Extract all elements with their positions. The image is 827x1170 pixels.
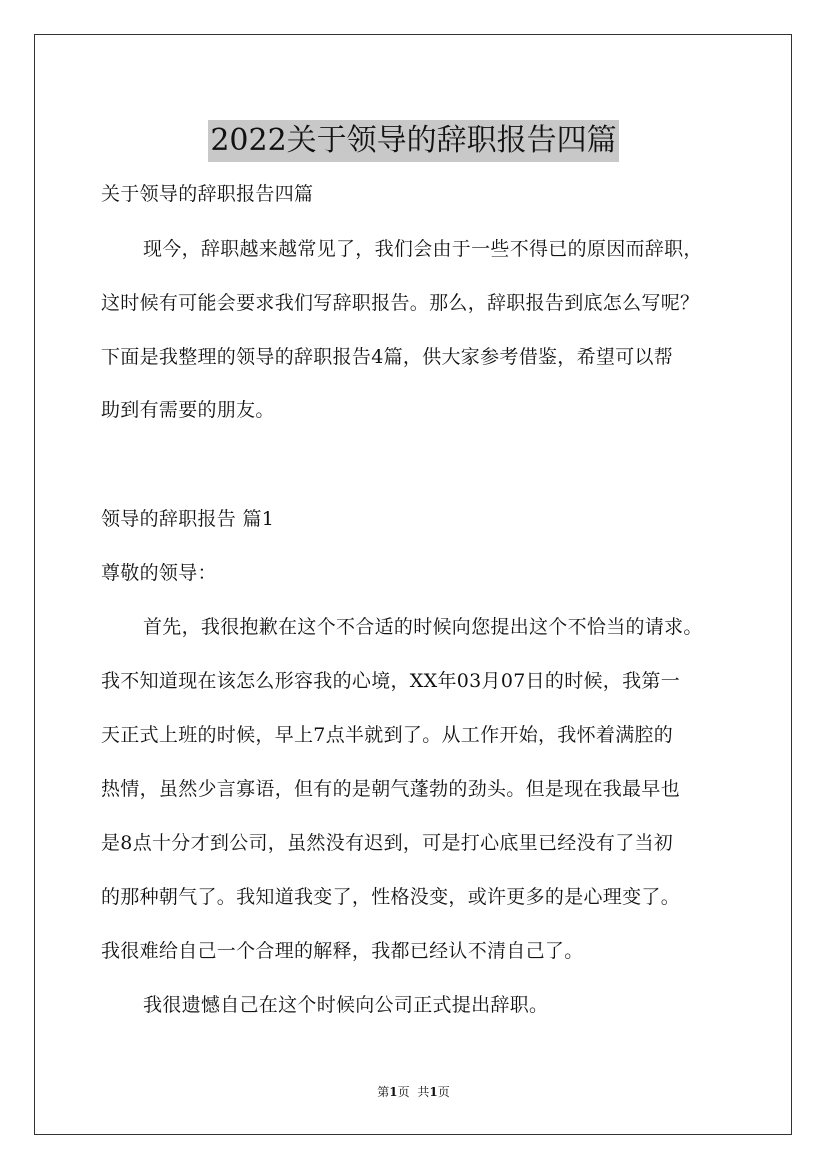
page-suffix: 页 (397, 1085, 410, 1099)
intro-line-4: 助到有需要的朋友。 (101, 399, 275, 421)
closing-line: 我很遗憾自己在这个时候向公司正式提出辞职。 (143, 994, 549, 1016)
total-prefix: 共 (417, 1085, 430, 1099)
body-line-4: 热情，虽然少言寡语，但有的是朝气蓬勃的劲头。但是现在我最早也 (101, 778, 681, 800)
intro-line-3: 下面是我整理的领导的辞职报告4篇，供大家参考借鉴，希望可以帮 (101, 346, 674, 368)
document-title: 2022关于领导的辞职报告四篇 (208, 120, 618, 162)
total-suffix: 页 (437, 1085, 450, 1099)
body-line-1: 首先，我很抱歉在这个不合适的时候向您提出这个不恰当的请求。 (143, 616, 703, 638)
page-prefix: 第 (377, 1085, 390, 1099)
body-line-3: 天正式上班的时候，早上7点半就到了。从工作开始，我怀着满腔的 (101, 724, 674, 746)
title-container (0, 100, 827, 182)
total-number: 1 (429, 1085, 438, 1099)
body-line-2: 我不知道现在该怎么形容我的心境，XX年03月07日的时候，我第一 (101, 670, 681, 692)
intro-line-2: 这时候有可能会要求我们写辞职报告。那么，辞职报告到底怎么写呢？ (101, 292, 700, 314)
page-number: 1 (389, 1085, 398, 1099)
intro-line-1: 现今，辞职越来越常见了，我们会由于一些不得已的原因而辞职， (143, 238, 703, 260)
body-line-6: 的那种朝气了。我知道我变了，性格没变，或许更多的是心理变了。 (101, 886, 681, 908)
body-line-5: 是8点十分才到公司，虽然没有迟到，可是打心底里已经没有了当初 (101, 832, 674, 854)
page-footer (0, 1084, 827, 1100)
salutation: 尊敬的领导： (101, 562, 217, 584)
body-line-7: 我很难给自己一个合理的解释，我都已经认不清自己了。 (101, 940, 584, 962)
section-heading: 领导的辞职报告 篇1 (101, 508, 275, 530)
document-subtitle: 关于领导的辞职报告四篇 (101, 183, 314, 205)
